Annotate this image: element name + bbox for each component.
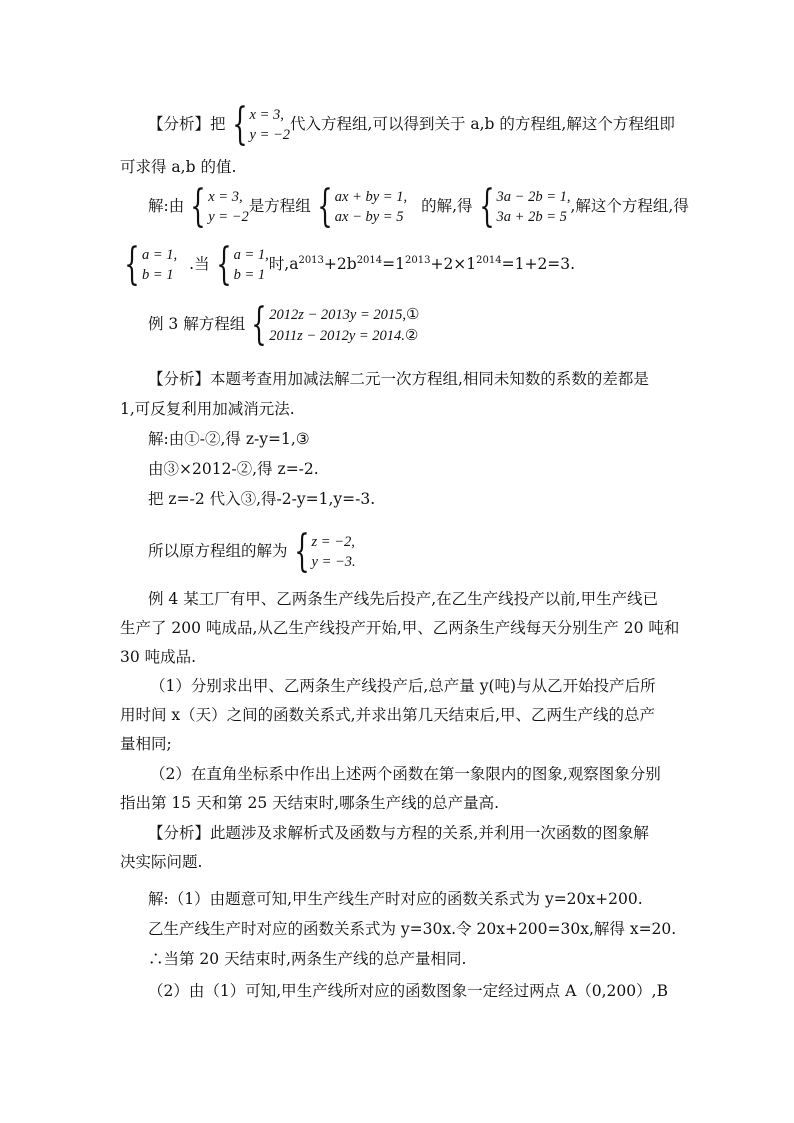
text: 所以原方程组的解为 <box>148 542 288 560</box>
text: ∴当第 20 天结束时,两条生产线的总产量相同. <box>148 950 467 968</box>
text: 解:由①-②,得 z-y=1,③ <box>148 430 310 448</box>
text: 指出第 15 天和第 25 天结束时,哪条生产线的总产量高. <box>120 794 500 812</box>
solution-4-line-2 <box>148 918 676 940</box>
equation-row: a = 1, <box>233 247 269 263</box>
text: 【分析】此题涉及求解析式及函数与方程的关系,并利用一次函数的图象解 <box>148 824 649 842</box>
equation-row: b = 1 <box>233 267 266 283</box>
text: 例 3 解方程组 <box>148 315 246 333</box>
equation-system: { ax + by = 1, ax − by = 5 <box>317 181 408 232</box>
question-1-line-1 <box>150 675 656 697</box>
exponent: 2014 <box>476 255 502 266</box>
text: 例 4 某工厂有甲、乙两条生产线先后投产,在乙生产线投产以前,甲生产线已 <box>148 590 659 608</box>
equation-system: { a = 1, b = 1 <box>124 239 178 290</box>
equation-row: z = −2, <box>311 534 355 550</box>
text: 1,可反复利用加减消元法. <box>120 400 295 418</box>
text: 30 吨成品. <box>120 648 197 666</box>
solution-3-line-4 <box>148 526 356 577</box>
text: .当 <box>189 255 210 273</box>
analysis-4-line-2 <box>120 851 202 873</box>
text: （1）分别求出甲、乙两条生产线投产后,总产量 y(吨)与从乙开始投产后所 <box>150 677 656 695</box>
text: 生产了 200 吨成品,从乙生产线投产开始,甲、乙两条生产线每天分别生产 20 吨和 <box>120 619 680 637</box>
text: 把 z=-2 代入③,得-2-y=1,y=-3. <box>148 490 376 508</box>
equation-row: 3a − 2b = 1, <box>496 189 571 205</box>
equation-row: ax + by = 1, <box>334 189 408 205</box>
text: =1 <box>382 255 405 273</box>
equation-row: y = −2 <box>208 209 249 225</box>
solution-line-2 <box>118 239 576 290</box>
solution-3-line-3 <box>148 488 375 510</box>
text: 决实际问题. <box>120 853 203 871</box>
analysis-line-1 <box>148 99 675 150</box>
example-4-line-2 <box>120 617 679 639</box>
exponent: 2014 <box>356 255 383 266</box>
equation-row <box>269 304 419 325</box>
text: ,解这个方程组,得 <box>570 197 689 215</box>
circled-number: ① <box>406 305 420 323</box>
text: （2）在直角坐标系中作出上述两个函数在第一象限内的图象,观察图象分别 <box>150 765 661 783</box>
text: 由③×2012-②,得 z=-2. <box>148 460 319 478</box>
solution-3-line-2 <box>148 458 319 480</box>
text: 量相同; <box>120 735 172 753</box>
text: =1+2=3. <box>501 255 576 273</box>
text: 【分析】把 <box>148 115 226 133</box>
equation-system: { 3a − 2b = 1, 3a + 2b = 5 <box>478 181 571 232</box>
text: 乙生产线生产时对应的函数关系式为 y=30x.令 20x+200=30x,解得 x=20. <box>148 920 677 938</box>
text: 代入方程组,可以得到关于 a,b 的方程组,解这个方程组即 <box>290 115 675 133</box>
equation-system: { 2012z − 2013y = 2015,① 2011z − 2012y = 2014.② <box>251 299 420 350</box>
text: 是方程组 <box>248 197 311 215</box>
equation-system: { a = 1, b = 1 <box>215 239 269 290</box>
text: +2×1 <box>430 255 477 273</box>
equation-row: y = −2 <box>249 127 291 143</box>
solution-4-line-3 <box>148 948 466 970</box>
question-1-line-2 <box>120 704 655 726</box>
equation-system: { x = 3, y = −2 <box>190 181 249 232</box>
question-2-line-1 <box>150 763 661 785</box>
solution-3-line-1 <box>148 428 310 450</box>
text: 用时间 x（天）之间的函数关系式,并求出第几天结束后,甲、乙两生产线的总产 <box>120 706 656 724</box>
question-2-line-2 <box>120 792 499 814</box>
solution-line-1 <box>148 181 689 232</box>
text: 的解,得 <box>421 197 473 215</box>
equation-row <box>269 325 419 346</box>
equation-row: 3a + 2b = 5 <box>496 209 567 225</box>
equation-row: x = 3, <box>208 189 243 205</box>
question-1-line-3 <box>120 733 172 755</box>
equation-row: y = −3. <box>311 554 356 570</box>
equation-system: { x = 3, y = −2 <box>231 99 291 150</box>
equation-system: { z = −2, y = −3. <box>293 526 356 577</box>
text: （2）由（1）可知,甲生产线所对应的函数图象一定经过两点 A（0,200）,B <box>148 982 668 1000</box>
text: 时,a <box>268 255 299 273</box>
equation-row: b = 1 <box>142 267 174 283</box>
equation-row: x = 3, <box>249 107 284 123</box>
example-4-line-3 <box>120 646 196 668</box>
text: 解:（1）由题意可知,甲生产线生产时对应的函数关系式为 y=20x+200. <box>148 890 643 908</box>
equation-row: a = 1, <box>142 247 178 263</box>
solution-4-line-4 <box>148 980 668 1002</box>
equation-text: 2012z − 2013y = 2015, <box>269 307 406 323</box>
text: 可求得 a,b 的值. <box>120 158 237 176</box>
circled-number: ② <box>404 326 419 344</box>
equation-row: ax − by = 5 <box>334 209 404 225</box>
analysis-3-line-2 <box>120 398 295 420</box>
text: +2b <box>323 255 357 273</box>
solution-4-line-1 <box>148 888 643 910</box>
text: 解:由 <box>148 197 185 215</box>
analysis-3-line-1 <box>148 368 649 390</box>
text: 【分析】本题考查用加减法解二元一次方程组,相同未知数的系数的差都是 <box>148 370 649 388</box>
exponent: 2013 <box>405 255 431 266</box>
equation-text: 2011z − 2012y = 2014. <box>269 328 405 344</box>
example-4-line-1 <box>148 588 658 610</box>
example-3-heading <box>148 299 420 350</box>
exponent: 2013 <box>298 255 324 266</box>
analysis-4-line-1 <box>148 822 649 844</box>
analysis-line-2 <box>120 156 236 178</box>
